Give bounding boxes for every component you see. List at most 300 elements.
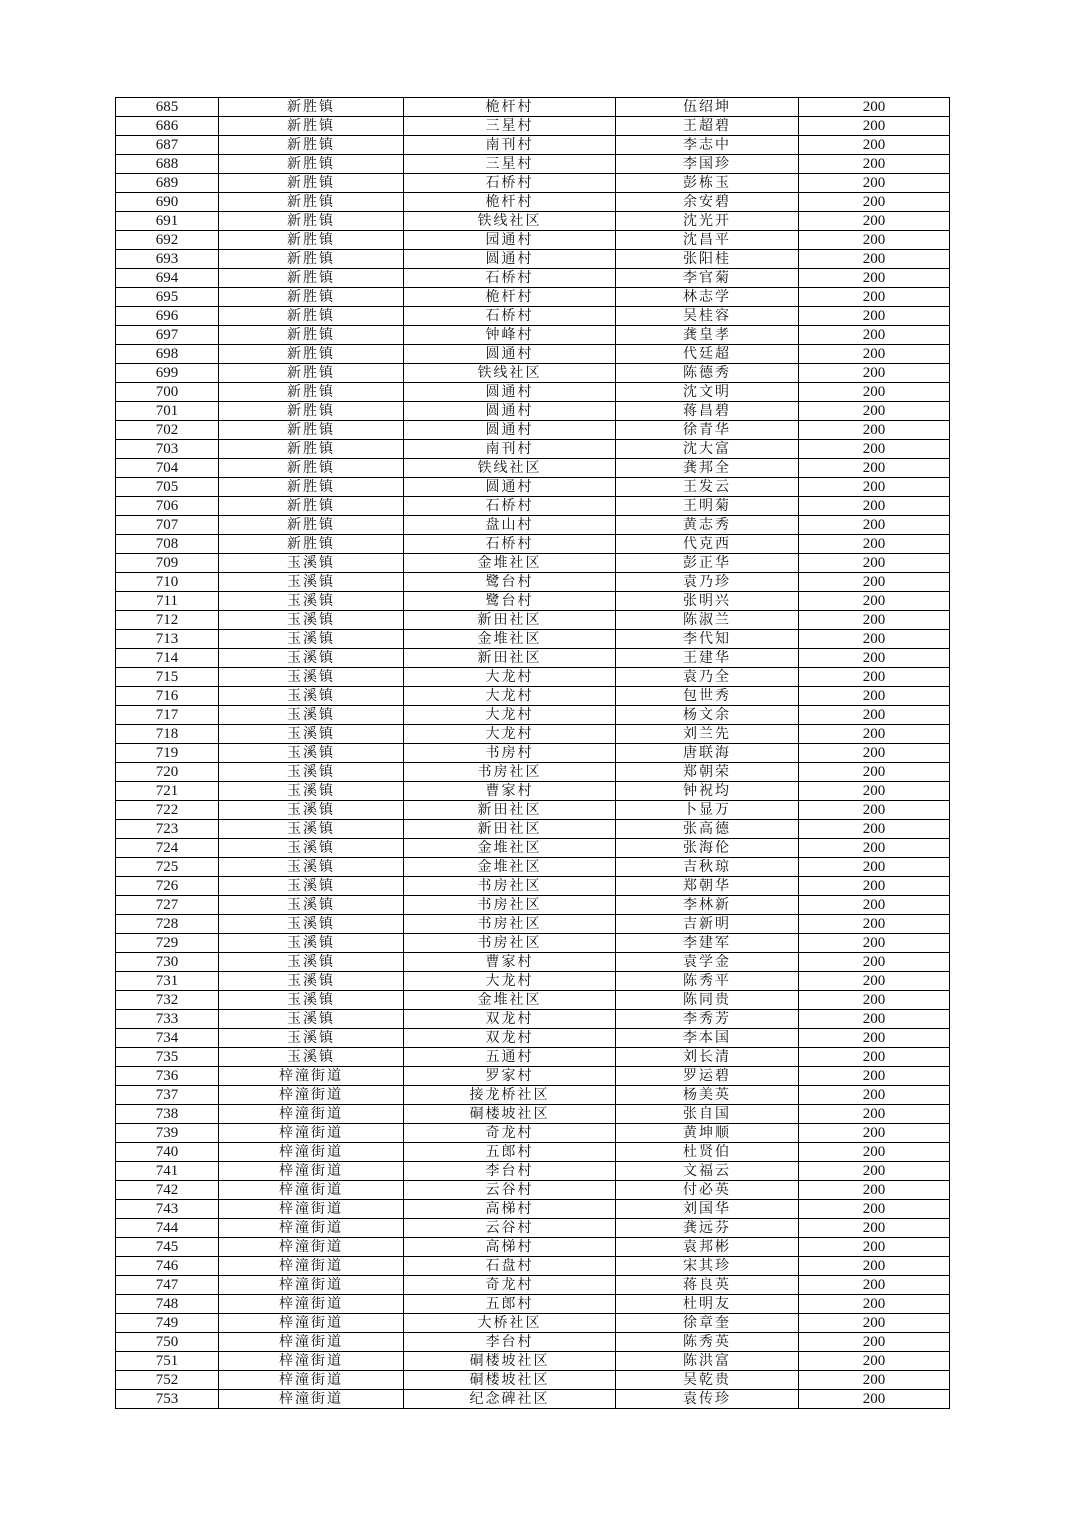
amount-cell: 200 [799, 1067, 950, 1086]
town-cell: 玉溪镇 [219, 1029, 404, 1048]
name-cell: 李代知 [616, 630, 799, 649]
village-cell: 书房社区 [404, 896, 616, 915]
village-cell: 新田社区 [404, 801, 616, 820]
amount-cell: 200 [799, 1333, 950, 1352]
amount-cell: 200 [799, 174, 950, 193]
town-cell: 新胜镇 [219, 497, 404, 516]
serial-number-cell: 741 [116, 1162, 219, 1181]
table-row [116, 250, 950, 269]
name-cell: 王明菊 [616, 497, 799, 516]
name-cell: 张自国 [616, 1105, 799, 1124]
serial-number-cell: 696 [116, 307, 219, 326]
table-row [116, 706, 950, 725]
amount-cell: 200 [799, 1105, 950, 1124]
table-row [116, 516, 950, 535]
name-cell: 付必英 [616, 1181, 799, 1200]
table-row [116, 1143, 950, 1162]
town-cell: 新胜镇 [219, 174, 404, 193]
town-cell: 玉溪镇 [219, 839, 404, 858]
village-cell: 五郎村 [404, 1295, 616, 1314]
town-cell: 玉溪镇 [219, 744, 404, 763]
name-cell: 袁乃全 [616, 668, 799, 687]
amount-cell: 200 [799, 877, 950, 896]
amount-cell: 200 [799, 1219, 950, 1238]
serial-number-cell: 730 [116, 953, 219, 972]
table-row [116, 801, 950, 820]
town-cell: 玉溪镇 [219, 782, 404, 801]
village-cell: 钟峰村 [404, 326, 616, 345]
roster-sheet [115, 97, 949, 1409]
serial-number-cell: 733 [116, 1010, 219, 1029]
table-row [116, 1200, 950, 1219]
name-cell: 袁邦彬 [616, 1238, 799, 1257]
serial-number-cell: 686 [116, 117, 219, 136]
name-cell: 卜显万 [616, 801, 799, 820]
village-cell: 金堆社区 [404, 839, 616, 858]
town-cell: 新胜镇 [219, 383, 404, 402]
village-cell: 大龙村 [404, 687, 616, 706]
village-cell: 铁线社区 [404, 364, 616, 383]
serial-number-cell: 737 [116, 1086, 219, 1105]
serial-number-cell: 727 [116, 896, 219, 915]
amount-cell: 200 [799, 706, 950, 725]
table-row [116, 1067, 950, 1086]
serial-number-cell: 751 [116, 1352, 219, 1371]
serial-number-cell: 692 [116, 231, 219, 250]
village-cell: 石桥村 [404, 307, 616, 326]
amount-cell: 200 [799, 364, 950, 383]
serial-number-cell: 714 [116, 649, 219, 668]
village-cell: 书房社区 [404, 915, 616, 934]
name-cell: 龚邦全 [616, 459, 799, 478]
town-cell: 新胜镇 [219, 364, 404, 383]
amount-cell: 200 [799, 820, 950, 839]
table-row [116, 763, 950, 782]
village-cell: 李台村 [404, 1162, 616, 1181]
amount-cell: 200 [799, 459, 950, 478]
name-cell: 包世秀 [616, 687, 799, 706]
town-cell: 梓潼街道 [219, 1295, 404, 1314]
serial-number-cell: 724 [116, 839, 219, 858]
name-cell: 代克西 [616, 535, 799, 554]
amount-cell: 200 [799, 1086, 950, 1105]
amount-cell: 200 [799, 1352, 950, 1371]
name-cell: 刘兰先 [616, 725, 799, 744]
serial-number-cell: 726 [116, 877, 219, 896]
name-cell: 陈秀平 [616, 972, 799, 991]
village-cell: 大龙村 [404, 725, 616, 744]
table-row [116, 573, 950, 592]
town-cell: 玉溪镇 [219, 896, 404, 915]
serial-number-cell: 703 [116, 440, 219, 459]
amount-cell: 200 [799, 421, 950, 440]
amount-cell: 200 [799, 535, 950, 554]
amount-cell: 200 [799, 288, 950, 307]
town-cell: 梓潼街道 [219, 1333, 404, 1352]
village-cell: 圆通村 [404, 345, 616, 364]
village-cell: 新田社区 [404, 649, 616, 668]
amount-cell: 200 [799, 1048, 950, 1067]
town-cell: 梓潼街道 [219, 1086, 404, 1105]
amount-cell: 200 [799, 155, 950, 174]
amount-cell: 200 [799, 212, 950, 231]
serial-number-cell: 704 [116, 459, 219, 478]
table-body [116, 98, 950, 1409]
table-row [116, 402, 950, 421]
amount-cell: 200 [799, 649, 950, 668]
amount-cell: 200 [799, 1143, 950, 1162]
table-row [116, 972, 950, 991]
amount-cell: 200 [799, 269, 950, 288]
town-cell: 梓潼街道 [219, 1276, 404, 1295]
serial-number-cell: 707 [116, 516, 219, 535]
serial-number-cell: 752 [116, 1371, 219, 1390]
table-row [116, 1314, 950, 1333]
table-row [116, 630, 950, 649]
town-cell: 新胜镇 [219, 155, 404, 174]
name-cell: 杨文余 [616, 706, 799, 725]
town-cell: 玉溪镇 [219, 1048, 404, 1067]
serial-number-cell: 688 [116, 155, 219, 174]
table-row [116, 1124, 950, 1143]
amount-cell: 200 [799, 1295, 950, 1314]
village-cell: 李台村 [404, 1333, 616, 1352]
name-cell: 王发云 [616, 478, 799, 497]
name-cell: 杜明友 [616, 1295, 799, 1314]
name-cell: 吴乾贵 [616, 1371, 799, 1390]
name-cell: 吴桂容 [616, 307, 799, 326]
serial-number-cell: 716 [116, 687, 219, 706]
town-cell: 新胜镇 [219, 193, 404, 212]
table-row [116, 687, 950, 706]
town-cell: 新胜镇 [219, 345, 404, 364]
serial-number-cell: 749 [116, 1314, 219, 1333]
serial-number-cell: 708 [116, 535, 219, 554]
amount-cell: 200 [799, 1238, 950, 1257]
town-cell: 梓潼街道 [219, 1371, 404, 1390]
serial-number-cell: 743 [116, 1200, 219, 1219]
village-cell: 书房社区 [404, 934, 616, 953]
table-row [116, 592, 950, 611]
village-cell: 罗家村 [404, 1067, 616, 1086]
village-cell: 书房社区 [404, 877, 616, 896]
name-cell: 张海伦 [616, 839, 799, 858]
amount-cell: 200 [799, 991, 950, 1010]
table-row [116, 1333, 950, 1352]
amount-cell: 200 [799, 953, 950, 972]
village-cell: 书房社区 [404, 763, 616, 782]
village-cell: 大龙村 [404, 972, 616, 991]
village-cell: 双龙村 [404, 1010, 616, 1029]
name-cell: 李秀芳 [616, 1010, 799, 1029]
amount-cell: 200 [799, 402, 950, 421]
serial-number-cell: 753 [116, 1390, 219, 1409]
name-cell: 彭正华 [616, 554, 799, 573]
village-cell: 书房村 [404, 744, 616, 763]
table-row [116, 611, 950, 630]
name-cell: 李志中 [616, 136, 799, 155]
name-cell: 蒋良英 [616, 1276, 799, 1295]
town-cell: 新胜镇 [219, 478, 404, 497]
town-cell: 新胜镇 [219, 250, 404, 269]
name-cell: 袁乃珍 [616, 573, 799, 592]
serial-number-cell: 697 [116, 326, 219, 345]
name-cell: 龚皇孝 [616, 326, 799, 345]
name-cell: 文福云 [616, 1162, 799, 1181]
town-cell: 新胜镇 [219, 326, 404, 345]
amount-cell: 200 [799, 98, 950, 117]
serial-number-cell: 699 [116, 364, 219, 383]
table-row [116, 896, 950, 915]
table-row [116, 649, 950, 668]
table-row [116, 782, 950, 801]
name-cell: 张明兴 [616, 592, 799, 611]
amount-cell: 200 [799, 136, 950, 155]
name-cell: 李林新 [616, 896, 799, 915]
village-cell: 曹家村 [404, 953, 616, 972]
table-row [116, 1010, 950, 1029]
town-cell: 新胜镇 [219, 136, 404, 155]
town-cell: 梓潼街道 [219, 1124, 404, 1143]
village-cell: 三星村 [404, 117, 616, 136]
name-cell: 郑朝荣 [616, 763, 799, 782]
table-row [116, 839, 950, 858]
table-row [116, 497, 950, 516]
serial-number-cell: 702 [116, 421, 219, 440]
serial-number-cell: 745 [116, 1238, 219, 1257]
village-cell: 奇龙村 [404, 1124, 616, 1143]
village-cell: 接龙桥社区 [404, 1086, 616, 1105]
amount-cell: 200 [799, 1371, 950, 1390]
table-row [116, 136, 950, 155]
table-row [116, 1029, 950, 1048]
table-row [116, 1352, 950, 1371]
name-cell: 王建华 [616, 649, 799, 668]
village-cell: 金堆社区 [404, 858, 616, 877]
town-cell: 新胜镇 [219, 288, 404, 307]
town-cell: 新胜镇 [219, 307, 404, 326]
table-row [116, 877, 950, 896]
table-row [116, 326, 950, 345]
town-cell: 玉溪镇 [219, 991, 404, 1010]
table-row [116, 478, 950, 497]
town-cell: 梓潼街道 [219, 1200, 404, 1219]
serial-number-cell: 711 [116, 592, 219, 611]
town-cell: 玉溪镇 [219, 687, 404, 706]
town-cell: 新胜镇 [219, 212, 404, 231]
town-cell: 玉溪镇 [219, 1010, 404, 1029]
village-cell: 金堆社区 [404, 991, 616, 1010]
village-cell: 南刊村 [404, 136, 616, 155]
name-cell: 杜贤伯 [616, 1143, 799, 1162]
town-cell: 梓潼街道 [219, 1105, 404, 1124]
town-cell: 梓潼街道 [219, 1067, 404, 1086]
amount-cell: 200 [799, 1314, 950, 1333]
amount-cell: 200 [799, 1181, 950, 1200]
village-cell: 大龙村 [404, 668, 616, 687]
village-cell: 纪念碑社区 [404, 1390, 616, 1409]
name-cell: 钟祝均 [616, 782, 799, 801]
name-cell: 龚远芬 [616, 1219, 799, 1238]
amount-cell: 200 [799, 345, 950, 364]
serial-number-cell: 746 [116, 1257, 219, 1276]
village-cell: 新田社区 [404, 611, 616, 630]
table-row [116, 269, 950, 288]
town-cell: 玉溪镇 [219, 611, 404, 630]
name-cell: 郑朝华 [616, 877, 799, 896]
table-row [116, 1105, 950, 1124]
table-row [116, 934, 950, 953]
village-cell: 三星村 [404, 155, 616, 174]
amount-cell: 200 [799, 554, 950, 573]
amount-cell: 200 [799, 801, 950, 820]
serial-number-cell: 700 [116, 383, 219, 402]
table-row [116, 1257, 950, 1276]
village-cell: 桅杆村 [404, 288, 616, 307]
village-cell: 石桥村 [404, 535, 616, 554]
village-cell: 鹭台村 [404, 573, 616, 592]
village-cell: 圆通村 [404, 250, 616, 269]
table-row [116, 212, 950, 231]
village-cell: 铁线社区 [404, 459, 616, 478]
village-cell: 石桥村 [404, 174, 616, 193]
village-cell: 曹家村 [404, 782, 616, 801]
village-cell: 五通村 [404, 1048, 616, 1067]
name-cell: 刘国华 [616, 1200, 799, 1219]
name-cell: 袁学金 [616, 953, 799, 972]
amount-cell: 200 [799, 250, 950, 269]
amount-cell: 200 [799, 383, 950, 402]
amount-cell: 200 [799, 896, 950, 915]
town-cell: 梓潼街道 [219, 1314, 404, 1333]
table-row [116, 1048, 950, 1067]
serial-number-cell: 750 [116, 1333, 219, 1352]
name-cell: 黄志秀 [616, 516, 799, 535]
table-row [116, 820, 950, 839]
village-cell: 石盘村 [404, 1257, 616, 1276]
name-cell: 代廷超 [616, 345, 799, 364]
name-cell: 沈光开 [616, 212, 799, 231]
table-row [116, 991, 950, 1010]
table-row [116, 744, 950, 763]
amount-cell: 200 [799, 592, 950, 611]
table-row [116, 459, 950, 478]
name-cell: 张高德 [616, 820, 799, 839]
name-cell: 蒋昌碧 [616, 402, 799, 421]
amount-cell: 200 [799, 915, 950, 934]
village-cell: 大桥社区 [404, 1314, 616, 1333]
name-cell: 王超碧 [616, 117, 799, 136]
town-cell: 玉溪镇 [219, 725, 404, 744]
table-row [116, 725, 950, 744]
name-cell: 吉新明 [616, 915, 799, 934]
serial-number-cell: 687 [116, 136, 219, 155]
table-row [116, 193, 950, 212]
serial-number-cell: 734 [116, 1029, 219, 1048]
town-cell: 新胜镇 [219, 440, 404, 459]
village-cell: 盘山村 [404, 516, 616, 535]
village-cell: 高梯村 [404, 1200, 616, 1219]
serial-number-cell: 731 [116, 972, 219, 991]
name-cell: 杨美英 [616, 1086, 799, 1105]
amount-cell: 200 [799, 516, 950, 535]
table-row [116, 383, 950, 402]
name-cell: 陈淑兰 [616, 611, 799, 630]
table-row [116, 421, 950, 440]
name-cell: 李国珍 [616, 155, 799, 174]
town-cell: 玉溪镇 [219, 573, 404, 592]
name-cell: 张阳桂 [616, 250, 799, 269]
village-cell: 南刊村 [404, 440, 616, 459]
amount-cell: 200 [799, 839, 950, 858]
amount-cell: 200 [799, 725, 950, 744]
table-row [116, 1371, 950, 1390]
serial-number-cell: 706 [116, 497, 219, 516]
amount-cell: 200 [799, 1257, 950, 1276]
amount-cell: 200 [799, 630, 950, 649]
amount-cell: 200 [799, 307, 950, 326]
serial-number-cell: 710 [116, 573, 219, 592]
village-cell: 高梯村 [404, 1238, 616, 1257]
town-cell: 玉溪镇 [219, 763, 404, 782]
table-row [116, 174, 950, 193]
town-cell: 玉溪镇 [219, 820, 404, 839]
amount-cell: 200 [799, 231, 950, 250]
serial-number-cell: 693 [116, 250, 219, 269]
serial-number-cell: 735 [116, 1048, 219, 1067]
table-row [116, 1181, 950, 1200]
name-cell: 唐联海 [616, 744, 799, 763]
table-row [116, 1162, 950, 1181]
table-row [116, 668, 950, 687]
subsidy-roster-table [115, 97, 950, 1409]
serial-number-cell: 694 [116, 269, 219, 288]
amount-cell: 200 [799, 193, 950, 212]
village-cell: 硐楼坡社区 [404, 1371, 616, 1390]
table-row [116, 440, 950, 459]
village-cell: 圆通村 [404, 383, 616, 402]
table-row [116, 117, 950, 136]
town-cell: 玉溪镇 [219, 592, 404, 611]
village-cell: 金堆社区 [404, 630, 616, 649]
town-cell: 新胜镇 [219, 516, 404, 535]
table-row [116, 307, 950, 326]
town-cell: 梓潼街道 [219, 1219, 404, 1238]
table-row [116, 858, 950, 877]
table-row [116, 1219, 950, 1238]
village-cell: 园通村 [404, 231, 616, 250]
town-cell: 玉溪镇 [219, 972, 404, 991]
serial-number-cell: 718 [116, 725, 219, 744]
village-cell: 石桥村 [404, 269, 616, 288]
village-cell: 云谷村 [404, 1181, 616, 1200]
town-cell: 新胜镇 [219, 402, 404, 421]
town-cell: 新胜镇 [219, 459, 404, 478]
town-cell: 玉溪镇 [219, 649, 404, 668]
name-cell: 陈秀英 [616, 1333, 799, 1352]
town-cell: 梓潼街道 [219, 1181, 404, 1200]
town-cell: 新胜镇 [219, 535, 404, 554]
serial-number-cell: 698 [116, 345, 219, 364]
serial-number-cell: 713 [116, 630, 219, 649]
town-cell: 梓潼街道 [219, 1257, 404, 1276]
table-row [116, 98, 950, 117]
serial-number-cell: 721 [116, 782, 219, 801]
amount-cell: 200 [799, 326, 950, 345]
serial-number-cell: 691 [116, 212, 219, 231]
amount-cell: 200 [799, 1010, 950, 1029]
name-cell: 黄坤顺 [616, 1124, 799, 1143]
